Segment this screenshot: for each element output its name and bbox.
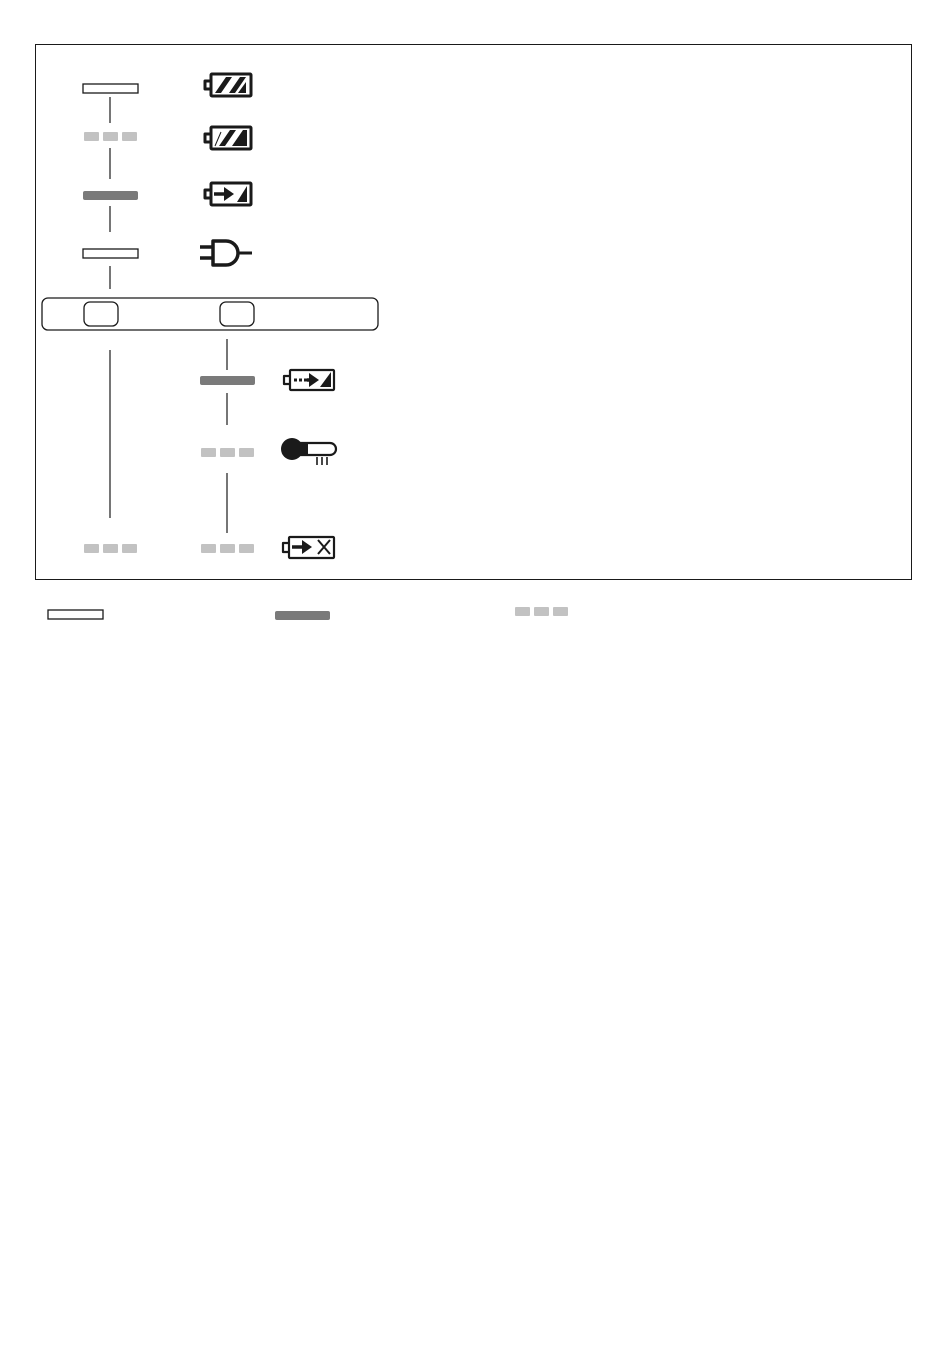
- power-plug-icon: [200, 241, 252, 265]
- indicator-on: [83, 84, 138, 93]
- indicator-solid: [200, 376, 255, 385]
- indicator-blinking: [201, 448, 254, 457]
- battery-charging-icon: [205, 183, 251, 205]
- thermometer-hot-icon: [281, 438, 336, 465]
- legend-indicator-blinking: [515, 607, 568, 616]
- legend-indicator-on: [48, 610, 103, 619]
- right-button[interactable]: [220, 302, 254, 326]
- indicator-blinking: [84, 544, 137, 553]
- battery-full-blinking-icon: [205, 127, 251, 149]
- battery-trickle-charging-icon: [284, 370, 334, 390]
- legend-indicator-solid: [275, 611, 330, 620]
- legend: [48, 607, 568, 620]
- indicator-on: [83, 249, 138, 258]
- left-button[interactable]: [84, 302, 118, 326]
- indicator-solid: [83, 191, 138, 200]
- battery-full-icon: [205, 74, 251, 96]
- indicator-blinking: [84, 132, 137, 141]
- battery-charge-error-icon: [283, 537, 334, 558]
- indicator-blinking: [201, 544, 254, 553]
